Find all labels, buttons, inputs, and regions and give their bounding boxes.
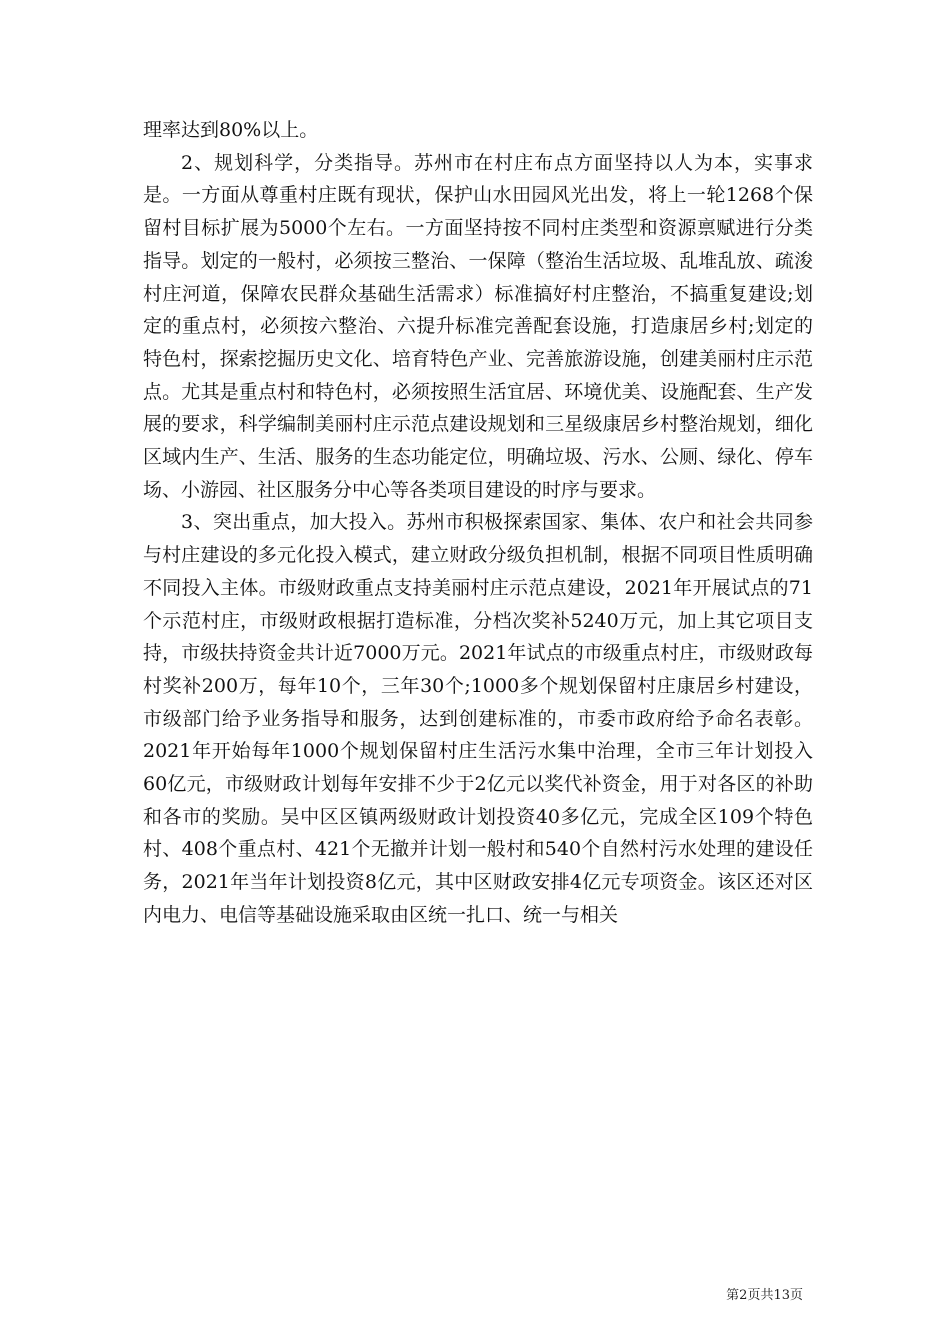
paragraph-planning: 2、规划科学，分类指导。苏州市在村庄布点方面坚持以人为本，实事求是。一方面从尊重村庄既有现状，保护山水田园风光出发，将上一轮1268个保留村目标扩展为5000个左右。一方面坚持按不同村庄类型和资源禀赋进行分类指导。划定的一般村，必须按三整治、一保障（整治生活垃圾、乱堆乱放、疏浚村庄河道，保障农民群众基础生活需求）标准搞好村庄整治，不搞重复建设;划定的重点村，必须按六整治、六提升标准完善配套设施，打造康居乡村;划定的特色村，探索挖掘历史文化、培育特色产业、完善旅游设施，创建美丽村庄示范点。尤其是重点村和特色村，必须按照生活宜居、环境优美、设施配套、生产发展的要求，科学编制美丽村庄示范点建设规划和三星级康居乡村整治规划，细化区域内生产、生活、服务的生态功能定位，明确垃圾、污水、公厕、绿化、停车场、小游园、社区服务分中心等各类项目建设的时序与要求。 (143, 151, 813, 501)
paragraph-investment: 3、突出重点，加大投入。苏州市积极探索国家、集体、农户和社会共同参与村庄建设的多元化投入模式，建立财政分级负担机制，根据不同项目性质明确不同投入主体。市级财政重点支持美丽村庄示范点建设，2021年开展试点的71个示范村庄，市级财政根据打造标准，分档次奖补5240万元，加上其它项目支持，市级扶持资金共计近7000万元。2021年试点的市级重点村庄，市级财政每村奖补200万，每年10个，三年30个;1000多个规划保留村庄康居乡村建设，市级部门给予业务指导和服务，达到创建标准的，市委市政府给予命名表彰。2021年开始每年1000个规划保留村庄生活污水集中治理，全市三年计划投入60亿元，市级财政计划每年安排不少于2亿元以奖代补资金，用于对各区的补助和各市的奖励。吴中区区镇两级财政计划投资40多亿元，完成全区109个特色村、408个重点村、421个无撤并计划一般村和540个自然村污水处理的建设任务，2021年当年计划投资8亿元，其中区财政安排4亿元专项资金。该区还对区内电力、电信等基础设施采取由区统一扎口、统一与相关 (143, 511, 813, 926)
paragraph-continuation: 理率达到80%以上。 (143, 119, 319, 141)
page-number: 第2页共13页 (726, 1288, 803, 1303)
document-body (143, 114, 813, 932)
